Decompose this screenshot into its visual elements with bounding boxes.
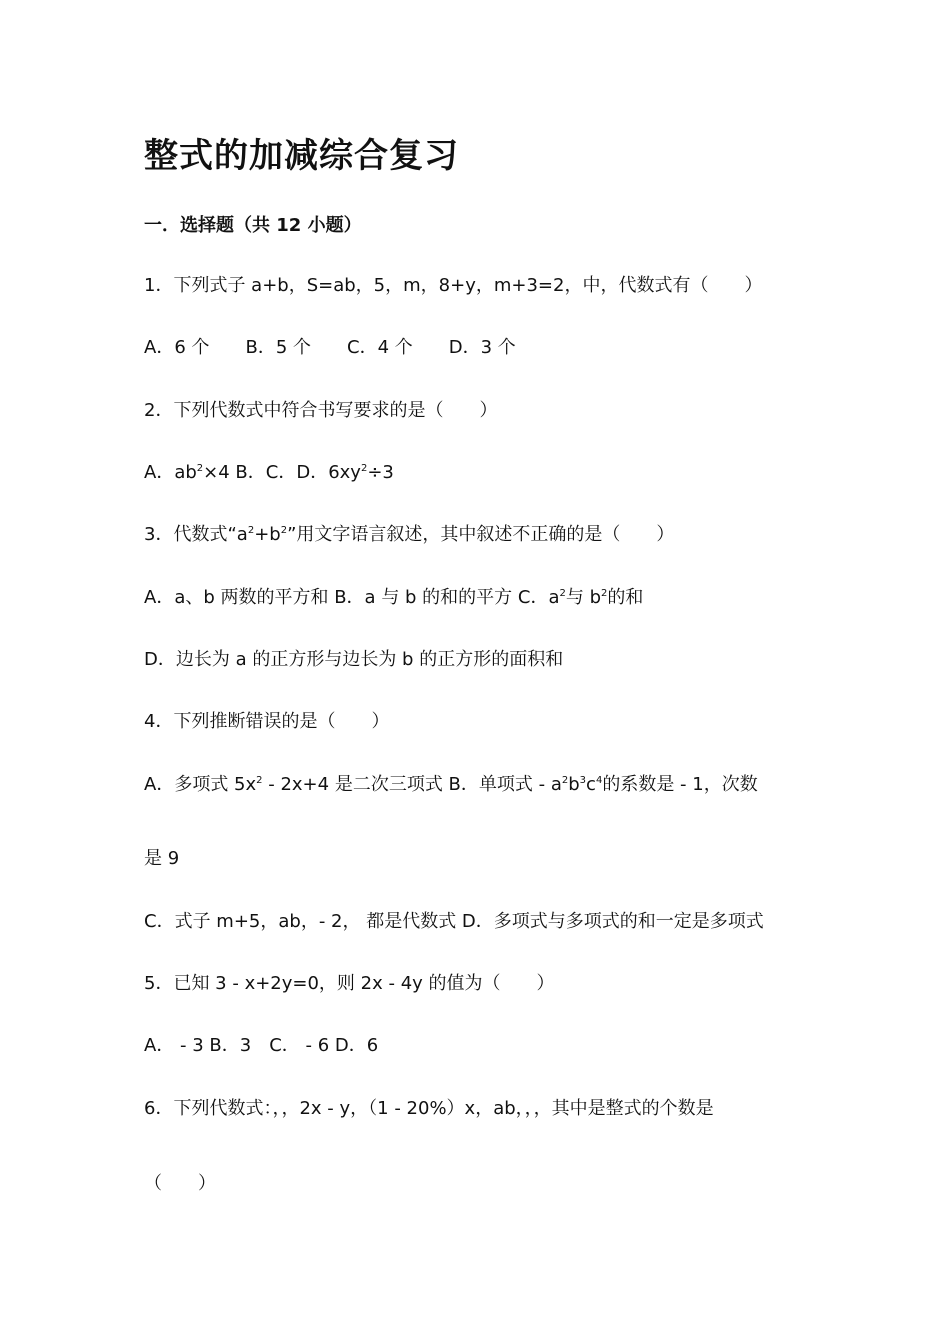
q4-options-text: - 2x+4 是二次三项式 B．单项式 - a <box>262 774 562 795</box>
q4-options-text: 的系数是 - 1，次数 <box>602 774 758 795</box>
section-heading: 一．选择题（共 12 小题） <box>144 215 362 236</box>
question-5-stem: 5．已知 3 - x+2y=0，则 2x - 4y 的值为（ ） <box>144 973 555 994</box>
question-3-stem <box>144 522 674 548</box>
exponent: 2 <box>559 588 566 599</box>
question-2-options <box>144 460 394 486</box>
exponent: 2 <box>280 525 288 536</box>
exponent: 2 <box>196 463 204 474</box>
question-5-options: A． - 3 B．3 C． - 6 D．6 <box>144 1035 379 1056</box>
exponent: 2 <box>601 588 608 599</box>
q4-options-text: c <box>586 774 596 795</box>
exponent: 2 <box>256 775 263 786</box>
q3-stem-text: 3．代数式“a <box>144 524 248 545</box>
exponent: 4 <box>595 775 603 786</box>
question-6-stem-continued: （ ） <box>144 1173 216 1194</box>
q4-options-text: A．多项式 5x <box>144 774 257 795</box>
question-4-options-cd: C．式子 m+5，ab，- 2， 都是代数式 D．多项式与多项式的和一定是多项式 <box>144 911 764 932</box>
question-4-options-ab <box>144 772 758 798</box>
q3-options-text: A．a、b 两数的平方和 B．a 与 b 的和的平方 C．a <box>144 587 560 608</box>
q3-options-text: 与 b <box>565 587 602 608</box>
q2-options-text: ×4 B．C．D．6xy <box>203 462 361 483</box>
question-2-stem: 2．下列代数式中符合书写要求的是（ ） <box>144 400 498 421</box>
q3-stem-text: ”用文字语言叙述，其中叙述不正确的是（ ） <box>287 524 675 545</box>
exponent: 2 <box>561 775 569 786</box>
document-title: 整式的加减综合复习 <box>144 136 459 176</box>
q2-option-a-text: A．ab <box>144 462 197 483</box>
q3-options-text: 的和 <box>607 587 644 608</box>
exponent: 2 <box>247 525 255 536</box>
question-3-option-d: D．边长为 a 的正方形与边长为 b 的正方形的面积和 <box>144 649 564 670</box>
question-3-options-abc <box>144 585 643 611</box>
question-4-stem: 4．下列推断错误的是（ ） <box>144 711 390 732</box>
exponent: 2 <box>360 463 368 474</box>
question-4-options-ab-continued: 是 9 <box>144 848 180 869</box>
question-1-options: A．6 个 B．5 个 C．4 个 D．3 个 <box>144 337 516 358</box>
q4-options-text: b <box>568 774 580 795</box>
q3-stem-text: +b <box>254 524 281 545</box>
exponent: 3 <box>579 775 587 786</box>
q2-option-d-text: ÷3 <box>367 462 394 483</box>
question-6-stem: 6．下列代数式：，，2x - y，（1 - 20%）x，ab，，，其中是整式的个数是 <box>144 1098 714 1119</box>
question-1-stem: 1．下列式子 a+b，S=ab，5，m，8+y，m+3=2，中，代数式有（ ） <box>144 275 763 296</box>
